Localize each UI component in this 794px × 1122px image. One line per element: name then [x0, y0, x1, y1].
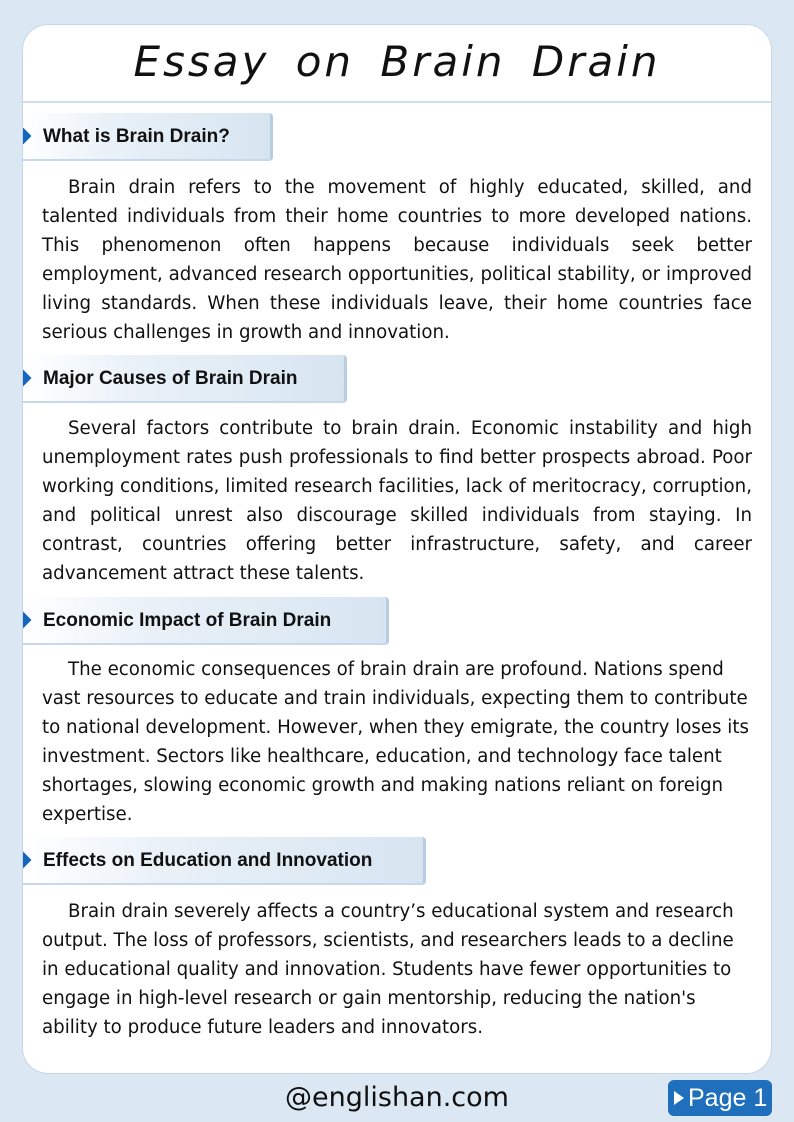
section-heading	[23, 837, 426, 885]
section-paragraph: Several factors contribute to brain drain. Economic instability and high unemployment rates push professionals to find better prospects abroad. Poor working conditions, limited research facilities, lack of meritocracy, corruption, and political unrest also discourage skilled individuals from staying. In contrast, countries offering better infrastructure, safety, and career advancement attract these talents.	[42, 418, 752, 584]
diamond-bullet-icon	[22, 852, 31, 869]
page-title: Essay on Brain Drain	[23, 25, 771, 103]
section-paragraph: The economic consequences of brain drain are profound. Nations spend vast resources to educate and train individuals, expecting them to contribute to national development. However, when they emigrate, the country loses its investment. Sectors like healthcare, education, and technology face talent shortages, slowing economic growth and making nations reliant on foreign expertise.	[42, 659, 749, 825]
page-number-label: Page 1	[688, 1084, 768, 1112]
section-paragraph: Brain drain severely affects a country’s educational system and research output. The loss of professors, scientists, and researchers leads to a decline in educational quality and innovation. Students have fewer opportunities to engage in high-level research or gain mentorship, reducing the nation's ability to produce future leaders and innovators.	[42, 901, 734, 1038]
section-heading-text: Economic Impact of Brain Drain	[43, 610, 332, 631]
diamond-bullet-icon	[22, 612, 31, 629]
diamond-bullet-icon	[22, 370, 31, 387]
section-paragraph: Brain drain refers to the movement of highly educated, skilled, and talented individuals from their home countries to more developed nations. This phenomenon often happens because individuals seek better employment, advanced research opportunities, political stability, or improved living standards. When these individuals leave, their home countries face serious challenges in growth and innovation.	[42, 177, 752, 343]
section-heading	[23, 355, 347, 403]
section-heading-text: Effects on Education and Innovation	[43, 850, 373, 871]
essay-card	[22, 24, 772, 1074]
section-economic-impact	[23, 597, 771, 645]
page-number-badge	[668, 1080, 772, 1116]
section-heading	[23, 597, 389, 645]
site-watermark: @englishan.com	[285, 1082, 509, 1113]
diamond-bullet-icon	[22, 128, 31, 145]
section-causes	[23, 355, 771, 403]
chevron-right-icon	[674, 1091, 684, 1105]
section-heading	[23, 113, 273, 161]
section-education-effects	[23, 837, 771, 885]
section-heading-text: What is Brain Drain?	[43, 126, 230, 147]
section-heading-text: Major Causes of Brain Drain	[43, 368, 298, 389]
section-what-is	[23, 113, 771, 161]
